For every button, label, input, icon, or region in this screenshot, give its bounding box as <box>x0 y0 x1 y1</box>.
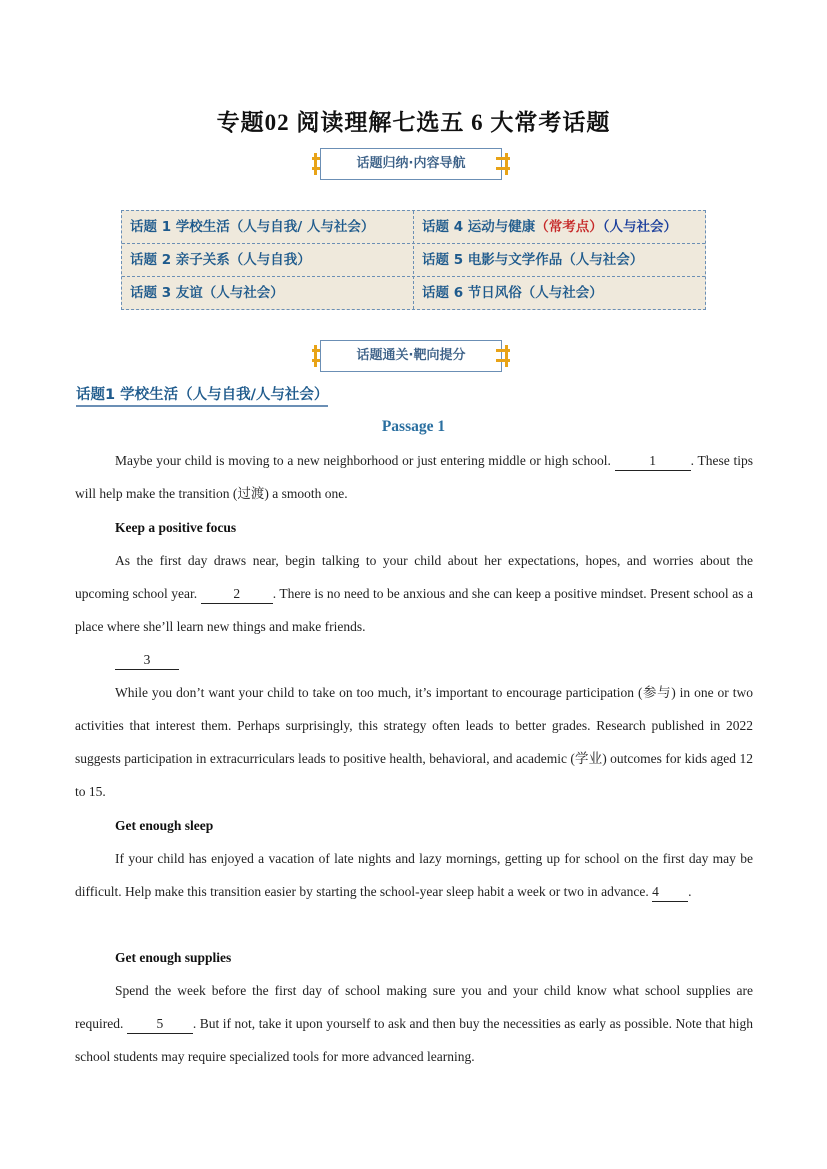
banner-ornament <box>496 157 510 160</box>
topic-6[interactable]: 话题 6 节日风俗（人与社会） <box>422 285 603 301</box>
topic-4-label: 话题 4 运动与健康 <box>422 219 536 235</box>
section-heading: 话题1 学校生活（人与自我/人与社会） <box>76 383 328 407</box>
table-divider <box>413 211 414 309</box>
paragraph-blank-3 <box>75 643 753 676</box>
banner-topic-practice <box>312 340 510 372</box>
topic-3[interactable]: 话题 3 友谊（人与社会） <box>130 285 284 301</box>
topic-1[interactable]: 话题 1 学校生活（人与自我/ 人与社会） <box>130 219 375 235</box>
topic-4-highlight: （常考点） <box>535 219 603 235</box>
banner-label: 话题归纳·内容导航 <box>320 148 502 180</box>
answer-blank-2[interactable]: 2 <box>201 585 273 604</box>
topic-4[interactable] <box>422 211 677 244</box>
paragraph-5 <box>75 974 753 1073</box>
answer-blank-1[interactable]: 1 <box>615 452 691 471</box>
paragraph-4 <box>75 842 753 908</box>
paragraph-2 <box>75 544 753 643</box>
paragraph-text: Spend the week before the first day of school making sure you and your child know what school supplies are required. <box>75 983 753 1031</box>
paragraph-text: . But if not, take it upon yourself to ask and then buy the necessities as early as possible. Note that high school students may require specialized tools for more advanced learning. <box>75 1016 753 1064</box>
paragraph-text: . <box>688 884 692 899</box>
answer-blank-5[interactable]: 5 <box>127 1015 193 1034</box>
topic-4-category: （人与社会） <box>602 219 678 235</box>
paragraph-text: Maybe your child is moving to a new neighborhood or just entering middle or high school. <box>115 453 615 468</box>
topic-2[interactable]: 话题 2 亲子关系（人与自我） <box>130 252 311 268</box>
topic-table <box>121 210 706 310</box>
answer-blank-3[interactable]: 3 <box>115 651 179 670</box>
paragraph-text: As the first day draws near, begin talking to your child about her expectations, hopes, and worries about the upcoming school year. <box>75 553 753 601</box>
banner-ornament <box>496 349 510 352</box>
paragraph-text: While you don’t want your child to take on too much, it’s important to encourage participation (参与) in one or two activities that interest them. Perhaps surprisingly, this strategy often leads to better grades. Research published in 2022 suggests participation in extracurriculars leads to positive health, behavioral, and academic (学业) outcomes for kids aged 12 to 15. <box>75 685 753 799</box>
answer-blank-4[interactable]: 4 <box>652 883 688 902</box>
subheading-positive-focus: Keep a positive focus <box>115 520 237 535</box>
page-title: 专题02 阅读理解七选五 6 大常考话题 <box>216 110 611 135</box>
banner-ornament <box>496 359 510 362</box>
banner-ornament <box>496 167 510 170</box>
subheading-enough-sleep: Get enough sleep <box>115 818 214 833</box>
subheading-enough-supplies: Get enough supplies <box>115 950 232 965</box>
topic-5[interactable]: 话题 5 电影与文学作品（人与社会） <box>422 252 644 268</box>
paragraph-text: If your child has enjoyed a vacation of late nights and lazy mornings, getting up for school on the first day may be difficult. Help make this transition easier by starting the school-year sleep habit a week or two in advance. <box>75 851 753 899</box>
paragraph-1 <box>75 444 753 510</box>
paragraph-text: . These tips will help make the transition (过渡) a smooth one. <box>75 453 753 501</box>
paragraph-text: . There is no need to be anxious and she can keep a positive mindset. Present school as a place where she’ll learn new things and make friends. <box>75 586 753 634</box>
banner-topic-navigation <box>312 148 510 180</box>
paragraph-3 <box>75 676 753 808</box>
banner-label: 话题通关·靶向提分 <box>320 340 502 372</box>
passage-title: Passage 1 <box>381 418 446 435</box>
